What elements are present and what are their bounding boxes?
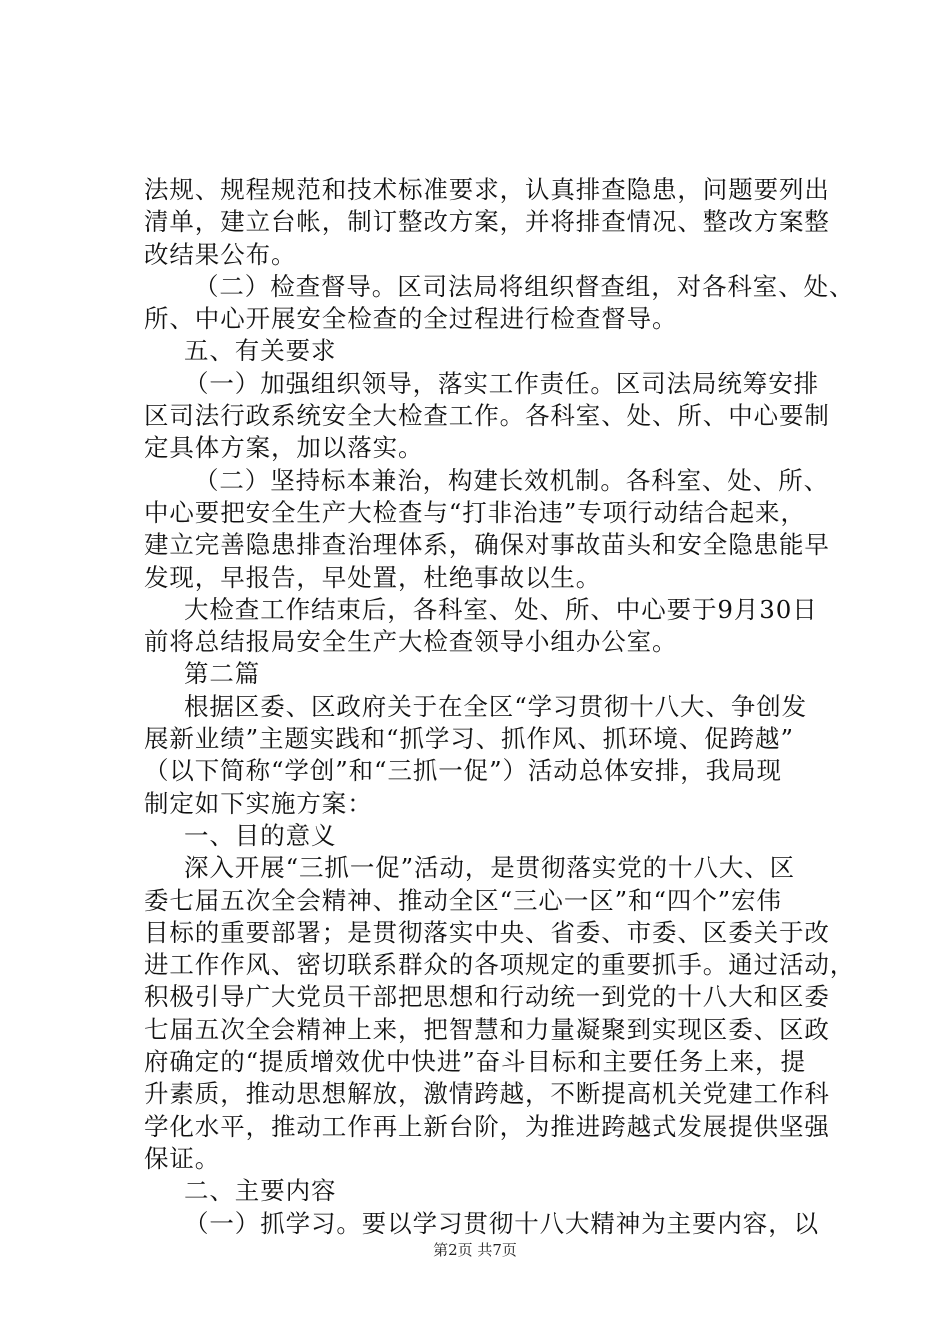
section-heading: 一、目的意义 xyxy=(184,820,337,850)
document-body xyxy=(144,174,856,1240)
text-line: 中心要把安全生产大检查与“打非治违”专项行动结合起来， xyxy=(144,497,806,527)
text-line: 保证。 xyxy=(144,1143,221,1173)
text-line: 府确定的“提质增效优中快进”奋斗目标和主要任务上来，提 xyxy=(144,1047,806,1077)
text-line: 改结果公布。 xyxy=(144,239,297,269)
text-line: 目标的重要部署；是贯彻落实中央、省委、市委、区委关于改 xyxy=(144,917,830,947)
section-heading: 五、有关要求 xyxy=(184,336,337,366)
section-heading: 第二篇 xyxy=(184,659,261,689)
text-line: 发现，早报告，早处置，杜绝事故以生。 xyxy=(144,562,602,592)
text-line: 进工作作风、密切联系群众的各项规定的重要抓手。通过活动， xyxy=(144,950,856,980)
section-heading: 二、主要内容 xyxy=(184,1176,337,1206)
text-line: （一）加强组织领导，落实工作责任。区司法局统筹安排 xyxy=(184,368,819,398)
text-line: 委七届五次全会精神、推动全区“三心一区”和“四个”宏伟 xyxy=(144,885,782,915)
text-line: （二）坚持标本兼治，构建长效机制。各科室、处、所、 xyxy=(194,465,829,495)
text-line: 升素质，推动思想解放，激情跨越，不断提高机关党建工作科 xyxy=(144,1079,830,1109)
text-line: （一）抓学习。要以学习贯彻十八大精神为主要内容，以 xyxy=(184,1208,819,1238)
text-line: 大检查工作结束后，各科室、处、所、中心要于9月30日 xyxy=(184,594,818,624)
text-line: 积极引导广大党员干部把思想和行动统一到党的十八大和区委 xyxy=(144,982,830,1012)
text-line: 法规、规程规范和技术标准要求，认真排查隐患，问题要列出 xyxy=(144,175,830,204)
text-line: 清单，建立台帐，制订整改方案，并将排查情况、整改方案整 xyxy=(144,207,830,237)
text-line: 制定如下实施方案： xyxy=(144,788,373,818)
text-line: 前将总结报局安全生产大检查领导小组办公室。 xyxy=(144,627,678,657)
page-footer: 第2页 共7页 xyxy=(433,1241,517,1259)
text-line: 展新业绩”主题实践和“抓学习、抓作风、抓环境、促跨越” xyxy=(144,724,794,754)
text-line: 深入开展“三抓一促”活动，是贯彻落实党的十八大、区 xyxy=(184,853,796,883)
text-line: 根据区委、区政府关于在全区“学习贯彻十八大、争创发 xyxy=(184,691,808,721)
text-line: 区司法行政系统安全大检查工作。各科室、处、所、中心要制 xyxy=(144,401,830,431)
text-line: （以下简称“学创”和“三抓一促”）活动总体安排，我局现 xyxy=(144,756,782,786)
text-line: （二）检查督导。区司法局将组织督查组，对各科室、处、 xyxy=(194,271,855,301)
text-line: 所、中心开展安全检查的全过程进行检查督导。 xyxy=(144,304,678,334)
text-line: 七届五次全会精神上来，把智慧和力量凝聚到实现区委、区政 xyxy=(144,1014,830,1044)
text-line: 定具体方案，加以落实。 xyxy=(144,433,424,463)
text-line: 建立完善隐患排查治理体系，确保对事故苗头和安全隐患能早 xyxy=(144,530,830,560)
text-line: 学化水平，推动工作再上新台阶，为推进跨越式发展提供坚强 xyxy=(144,1111,830,1141)
